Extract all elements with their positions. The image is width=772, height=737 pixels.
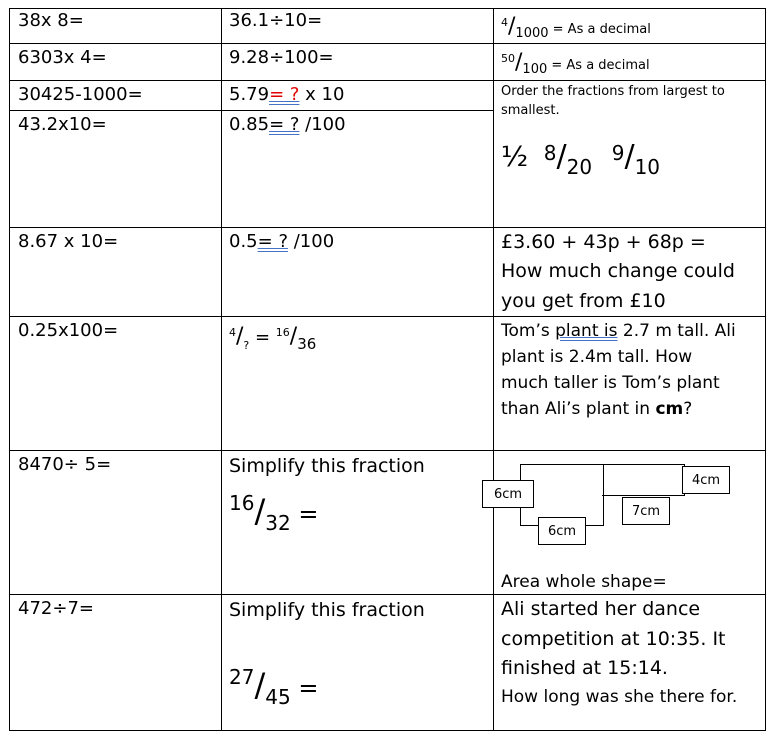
col2-q7-fraction: [229, 492, 318, 534]
table-row-divider-5: [9, 316, 766, 317]
table-border-right: [765, 8, 766, 731]
col3-q3-f2-den: 20: [566, 155, 593, 179]
col3-q3-f2-num: 8: [543, 141, 557, 165]
col3-q2-den: 100: [522, 62, 548, 77]
col2-q6-num2: 16: [275, 326, 290, 339]
fraction-slash: /: [556, 139, 567, 174]
col2-q7-equals: =: [290, 500, 319, 528]
col2-question-6: [229, 324, 317, 353]
col2-q4-rest: /100: [299, 114, 346, 135]
table-row-divider-3a: [9, 110, 494, 111]
col3-q3-f3-den: 10: [634, 155, 661, 179]
fraction-slash: /: [515, 50, 523, 75]
col3-q2-text: = As a decimal: [547, 58, 650, 73]
compound-shape-diagram: [480, 460, 760, 580]
table-row-divider-4: [9, 227, 766, 228]
fraction-slash: /: [254, 492, 266, 530]
table-row-divider-6: [9, 450, 766, 451]
table-border-bottom: [9, 730, 766, 731]
col3-q7-line3: finished at 15:14.: [501, 657, 668, 679]
col3-q5-l1-b: plant is: [555, 321, 618, 341]
col3-q6-area: Area whole shape=: [501, 572, 667, 592]
col3-q3-f3-num: 9: [611, 141, 625, 165]
col2-q4-missing: = ?: [269, 114, 300, 135]
col3-q7-line4: How long was she there for.: [501, 687, 738, 707]
fraction-slash: /: [254, 666, 266, 704]
col2-q7-label: Simplify this fraction: [229, 455, 425, 477]
table-row-divider-2: [9, 80, 766, 81]
col2-question-4: [229, 114, 346, 136]
fraction-slash: /: [624, 139, 635, 174]
col3-q3-fraction-3: [611, 139, 661, 179]
col3-q3-half: ½: [501, 140, 529, 173]
col3-question-1: [501, 16, 651, 39]
col1-question-2: 6303x 4=: [18, 47, 107, 68]
col2-q8-fraction: [229, 666, 318, 708]
col3-q5-l1-c: 2.7 m tall. Ali: [617, 321, 736, 341]
col3-q3-fractions: [501, 138, 660, 182]
label-7cm: 7cm: [622, 497, 670, 525]
label-4cm: 4cm: [682, 466, 730, 494]
col3-q3-line2: smallest.: [501, 103, 560, 118]
col2-q8-label: Simplify this fraction: [229, 599, 425, 621]
col3-q3-fraction-2: [543, 139, 593, 179]
col2-q3-number: 5.79: [229, 84, 270, 105]
fraction-slash: /: [236, 324, 244, 349]
table-border-left: [9, 8, 10, 731]
col2-q6-num1: 4: [229, 326, 236, 339]
table-col-divider-1: [221, 8, 222, 731]
col3-q1-num: 4: [501, 16, 508, 29]
label-6cm-left: 6cm: [482, 480, 534, 508]
col3-q5-line4: [501, 398, 692, 420]
col3-q2-num: 50: [501, 52, 515, 65]
col2-q5-rest: /100: [288, 231, 335, 252]
col3-q5-line3: much taller is Tom’s plant: [501, 373, 720, 393]
table-row-divider-7: [9, 594, 766, 595]
col1-question-1: 38x 8=: [18, 10, 84, 31]
col3-q5-l4-c: ?: [683, 399, 693, 419]
col3-q4-line1: £3.60 + 43p + 68p =: [501, 231, 706, 253]
label-6cm-bottom: 6cm: [538, 517, 586, 545]
col3-q1-den: 1000: [515, 26, 549, 41]
col2-q8-den: 45: [265, 685, 291, 709]
fraction-slash: /: [289, 324, 298, 349]
col1-question-6: 0.25x100=: [18, 320, 119, 341]
col3-q5-l4-b: cm: [655, 399, 684, 419]
col2-q5-number: 0.5: [229, 231, 258, 252]
col1-question-5: 8.67 x 10=: [18, 231, 119, 252]
col2-question-2: 9.28÷100=: [229, 47, 334, 68]
col3-question-2: [501, 52, 650, 75]
col2-q4-number: 0.85: [229, 114, 270, 135]
col2-q8-equals: =: [290, 674, 319, 702]
col2-q5-missing: = ?: [257, 231, 288, 252]
col2-question-1: 36.1÷10=: [229, 10, 323, 31]
col3-q7-line1: Ali started her dance: [501, 598, 701, 620]
shape-right-part: [602, 464, 685, 496]
col2-q3-missing: = ?: [269, 84, 300, 105]
col1-question-7: 8470÷ 5=: [18, 454, 112, 475]
col3-q4-line3: you get from £10: [501, 290, 666, 312]
col2-q6-den1: ?: [243, 339, 250, 352]
table-col-divider-2: [493, 8, 494, 731]
col2-q6-den2: 36: [297, 335, 317, 353]
col2-q7-den: 32: [265, 511, 291, 535]
col1-question-3: 30425-1000=: [18, 84, 143, 105]
col2-question-5: [229, 231, 334, 253]
col3-q5-l4-a: than Ali’s plant in: [501, 399, 656, 419]
col2-question-3: [229, 84, 344, 106]
col3-q5-line2: plant is 2.4m tall. How: [501, 347, 693, 367]
col3-q5-line1: [501, 320, 736, 342]
col3-q1-text: = As a decimal: [548, 22, 651, 37]
table-row-divider-1: [9, 43, 766, 44]
table-border-top: [9, 8, 766, 9]
col3-q5-l1-a: Tom’s: [501, 321, 556, 341]
col2-q6-equals: =: [249, 327, 276, 348]
fraction-slash: /: [508, 14, 516, 39]
col2-q8-num: 27: [229, 665, 255, 689]
col3-q3-line1: Order the fractions from largest to: [501, 84, 725, 99]
col2-q7-num: 16: [229, 491, 255, 515]
col3-q7-line2: competition at 10:35. It: [501, 628, 726, 650]
col3-q4-line2: How much change could: [501, 260, 735, 282]
col1-question-4: 43.2x10=: [18, 114, 107, 135]
col1-question-8: 472÷7=: [18, 598, 94, 619]
col2-q3-rest: x 10: [299, 84, 345, 105]
